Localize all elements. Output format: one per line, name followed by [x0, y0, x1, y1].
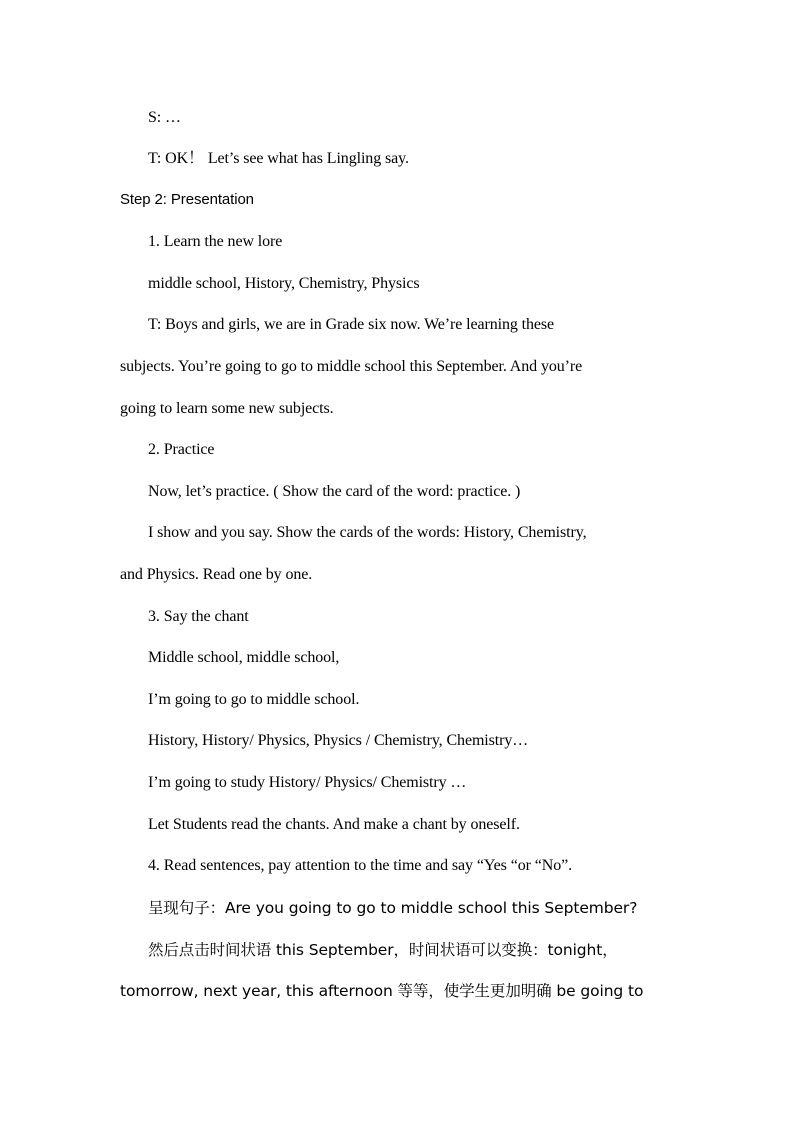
- paragraph-line: subjects. You’re going to go to middle school this September. And you’re: [120, 358, 583, 375]
- chant-line: I’m going to go to middle school.: [148, 691, 360, 708]
- chant-line: History, History/ Physics, Physics / Chemistry, Chemistry…: [148, 732, 529, 749]
- paragraph-line: and Physics. Read one by one.: [120, 566, 313, 583]
- paragraph-line-cjk: 呈现句子：Are you going to go to middle school this September?: [148, 899, 638, 917]
- dialogue-line-teacher: T: OK！ Let’s see what has Lingling say.: [148, 150, 409, 167]
- subheading-learn: 1. Learn the new lore: [148, 233, 283, 250]
- vocabulary-line: middle school, History, Chemistry, Physics: [148, 275, 420, 292]
- chant-line: I’m going to study History/ Physics/ Chemistry …: [148, 774, 467, 791]
- paragraph-line: T: Boys and girls, we are in Grade six now. We’re learning these: [148, 316, 555, 333]
- chant-line: Middle school, middle school,: [148, 649, 340, 666]
- paragraph-line: Now, let’s practice. ( Show the card of the word: practice. ): [148, 483, 521, 500]
- dialogue-line-student: S: …: [148, 109, 181, 126]
- subheading-practice: 2. Practice: [148, 441, 215, 458]
- subheading-read-sentences: 4. Read sentences, pay attention to the time and say “Yes “or “No”.: [148, 857, 572, 874]
- paragraph-line: I show and you say. Show the cards of the words: History, Chemistry,: [148, 524, 587, 541]
- paragraph-line-cjk: 然后点击时间状语 this September，时间状语可以变换：tonight，: [148, 941, 618, 959]
- paragraph-line: going to learn some new subjects.: [120, 400, 334, 417]
- section-heading: Step 2: Presentation: [120, 191, 254, 208]
- subheading-chant: 3. Say the chant: [148, 608, 249, 625]
- paragraph-line: Let Students read the chants. And make a chant by oneself.: [148, 816, 520, 833]
- paragraph-line-cjk: tomorrow, next year, this afternoon 等等，使学生更加明确 be going to: [120, 982, 644, 1000]
